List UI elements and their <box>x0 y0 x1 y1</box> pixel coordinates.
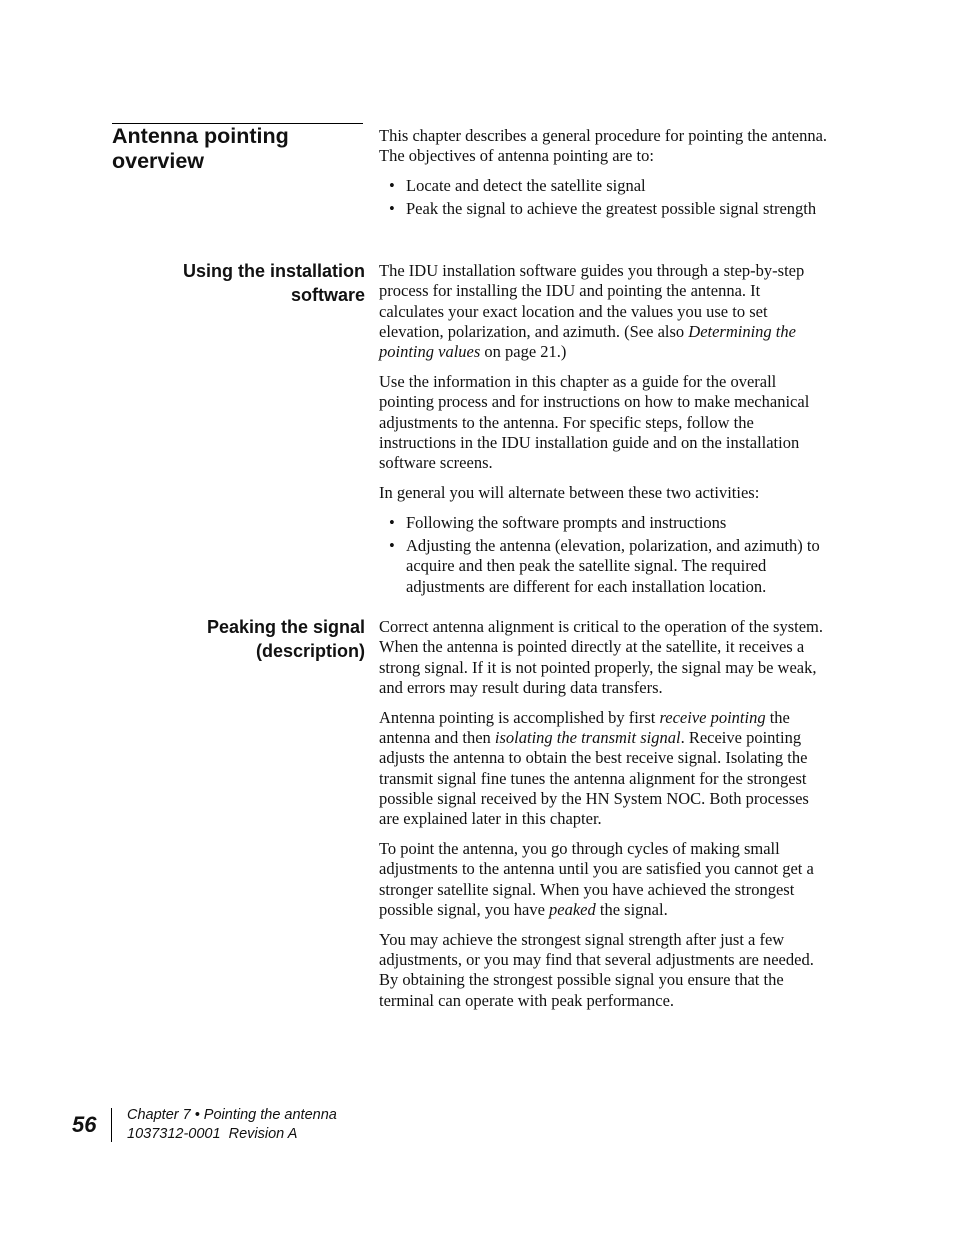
intro-section <box>379 126 829 229</box>
cross-reference: Determining the pointing values <box>379 321 796 362</box>
text-run: The IDU installation software guides you through a step-by-step process for installing the IDU and pointing the antenna. It calculates your exact location and the values you use to set elevation, polarization, and azimuth. (See also <box>379 261 805 341</box>
footer-doc-revision: 1037312-0001 Revision A <box>127 1126 298 1142</box>
peaking-paragraph-2 <box>379 708 829 830</box>
installation-section <box>379 261 829 606</box>
text-run: on page 21.) <box>480 342 567 362</box>
footer-info <box>127 1106 337 1144</box>
installation-paragraph-2: Use the information in this chapter as a guide for the overall pointing process and for instructions on how to make mechanical adjustments to the antenna. For specific steps, follow the instructions in the IDU installation guide and on the installation software screens. <box>379 371 810 473</box>
peaking-paragraph-1: Correct antenna alignment is critical to the operation of the system. When the antenna is pointed directly at the satellite, it receives a strong signal. If it is not pointed properly, the signal may be weak, and errors may result during data transfers. <box>379 617 823 697</box>
installation-paragraph-3: In general you will alternate between these two activities: <box>379 482 760 502</box>
emphasis: isolating the transmit signal <box>494 727 681 747</box>
emphasis: receive pointing <box>659 707 766 727</box>
emphasis: peaked <box>549 899 596 919</box>
text-run: the antenna and then <box>379 707 790 747</box>
peaking-paragraph-3 <box>379 839 829 920</box>
list-item: • Adjusting the antenna (elevation, polarization, and azimuth) to acquire and then peak the satellite signal. The required adjustments are different for each installation location. <box>379 536 829 597</box>
main-heading: Antenna pointing overview <box>112 124 289 173</box>
peaking-section <box>379 617 829 1020</box>
list-item: • Peak the signal to achieve the greatest possible signal strength <box>379 199 829 219</box>
list-item: • Following the software prompts and instructions <box>379 513 829 533</box>
footer-divider <box>111 1108 112 1142</box>
installation-paragraph-1 <box>379 261 829 362</box>
footer-chapter: Chapter 7 • Pointing the antenna <box>127 1107 337 1123</box>
peaking-paragraph-4: You may achieve the strongest signal strength after just a few adjustments, or you may find that several adjustments are needed. By obtaining the strongest possible signal you ensure that the terminal can operate with peak performance. <box>379 929 814 1010</box>
page-number: 56 <box>72 1112 97 1137</box>
text-run: Antenna pointing is accomplished by first <box>379 707 660 727</box>
text-run: the signal. <box>595 899 668 919</box>
intro-paragraph: This chapter describes a general procedure for pointing the antenna. The objectives of antenna pointing are to: <box>379 126 828 166</box>
installation-heading: Using the installation software <box>182 261 365 305</box>
text-run: To point the antenna, you go through cycles of making small adjustments to the antenna until you are satisfied you cannot get a stronger satellite signal. When you have achieved the strongest possible signal, you have <box>379 838 814 919</box>
list-item: • Locate and detect the satellite signal <box>379 176 829 196</box>
text-run: . Receive pointing adjusts the antenna to obtain the best receive signal. Isolating the transmit signal fine tunes the antenna alignment for the strongest possible signal received by the HN System NOC. Both processes are explained later in this chapter. <box>379 727 809 829</box>
objectives-list <box>379 176 829 220</box>
peaking-heading: Peaking the signal (description) <box>206 617 365 661</box>
activities-list <box>379 513 829 597</box>
